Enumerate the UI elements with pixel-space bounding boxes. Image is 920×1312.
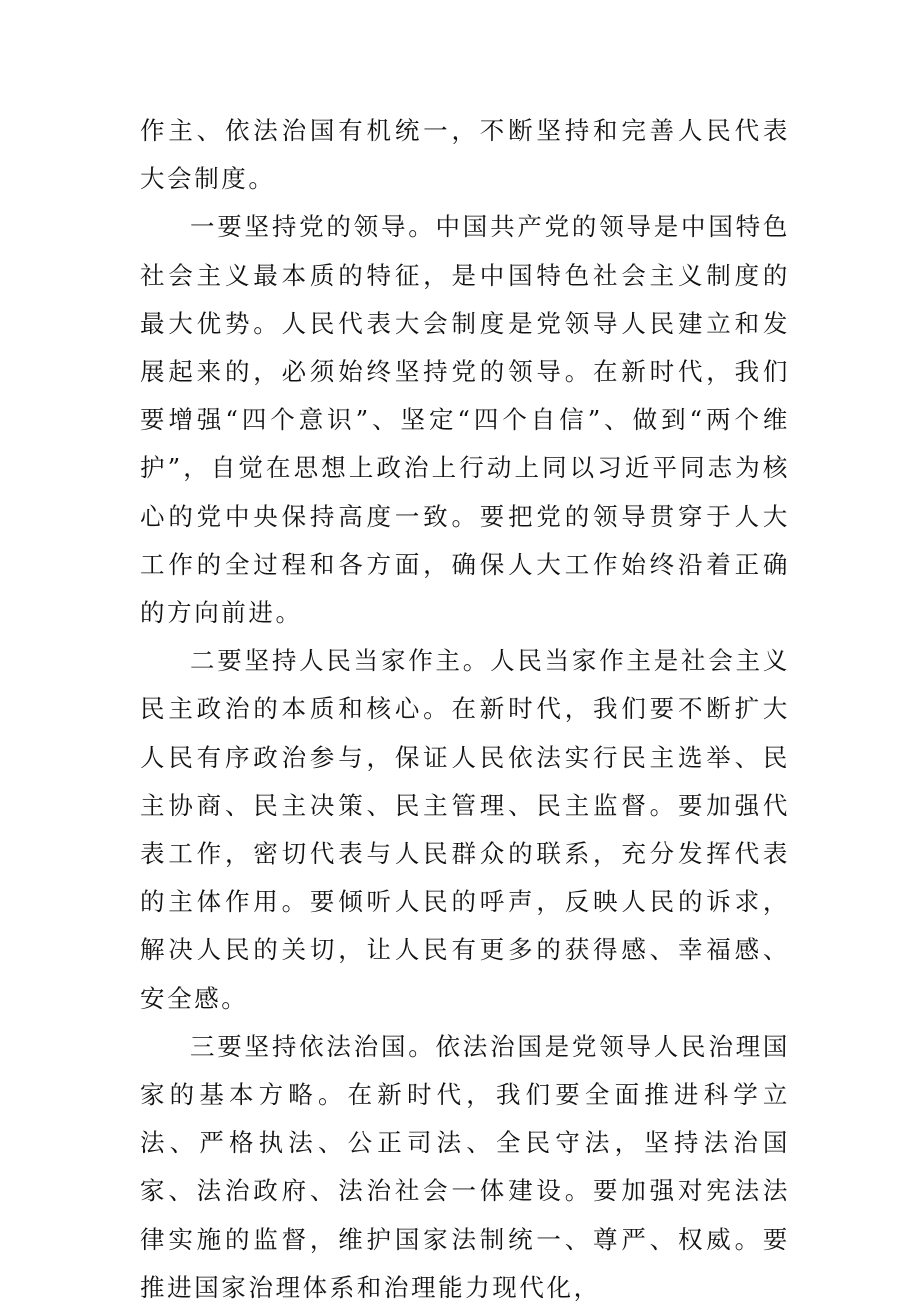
document-body: [140, 107, 790, 1312]
paragraph-continuation: 作主、依法治国有机统一，不断坚持和完善人民代表大会制度。: [140, 116, 790, 194]
paragraph-party-leadership: 一要坚持党的领导。中国共产党的领导是中国特色社会主义最本质的特征，是中国特色社会主义制度的最大优势。人民代表大会制度是党领导人民建立和发展起来的，必须始终坚持党的领导。在新时代，我们要增强“四个意识”、坚定“四个自信”、做到“两个维护”，自觉在思想上政治上行动上同以习近平同志为核心的党中央保持高度一致。要把党的领导贯穿于人大工作的全过程和各方面，确保人大工作始终沿着正确的方向前进。: [140, 212, 790, 628]
paragraph-people-masters: 二要坚持人民当家作主。人民当家作主是社会主义民主政治的本质和核心。在新时代，我们要不断扩大人民有序政治参与，保证人民依法实行民主选举、民主协商、民主决策、民主管理、民主监督。要加强代表工作，密切代表与人民群众的联系，充分发挥代表的主体作用。要倾听人民的呼声，反映人民的诉求，解决人民的关切，让人民有更多的获得感、幸福感、安全感。: [140, 646, 790, 1013]
paragraph-rule-of-law: 三要坚持依法治国。依法治国是党领导人民治理国家的基本方略。在新时代，我们要全面推进科学立法、严格执法、公正司法、全民守法，坚持法治国家、法治政府、法治社会一体建设。要加强对宪法法律实施的监督，维护国家法制统一、尊严、权威。要推进国家治理体系和治理能力现代化，: [140, 1031, 790, 1302]
